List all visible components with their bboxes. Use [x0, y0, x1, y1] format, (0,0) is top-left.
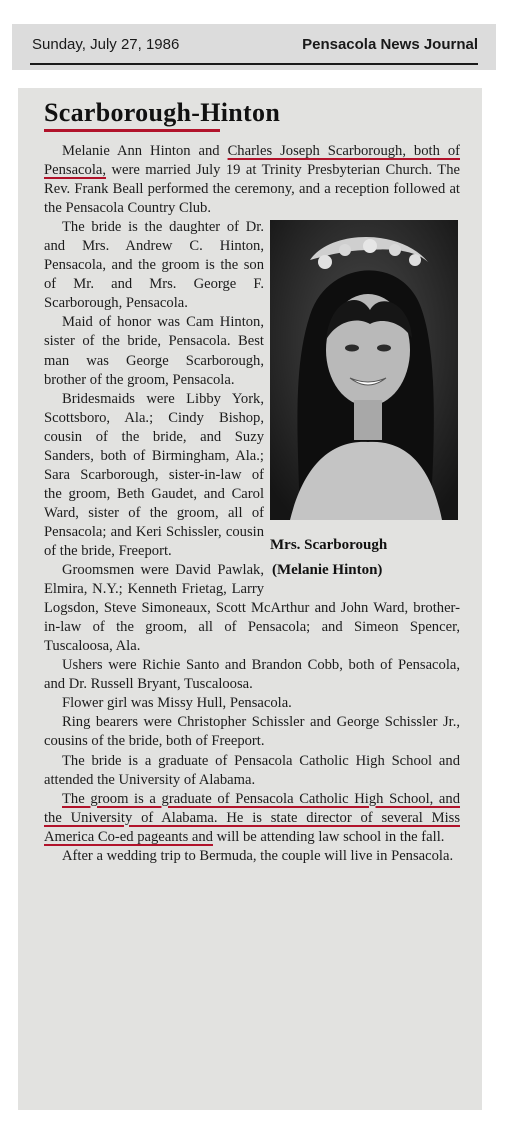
- article-paragraph: Bridesmaids were Libby York, Scottsboro, Ala.; Cindy Bishop, cousin of the bride, and Suzy Sanders, both of Birmingham, Ala.; Sara Scarborough, sister-in-law of the groom, Beth Gaudet, and Carol Ward, sister of the groom, all of Pensacola; and Keri Schissler, cousin of the bride, Freeport.: [44, 390, 264, 559]
- article-paragraph: Flower girl was Missy Hull, Pensacola.: [62, 695, 292, 712]
- bride-portrait-image: [270, 220, 458, 520]
- article-paragraph: The bride is the daughter of Dr. and Mrs. Andrew C. Hinton, Pensacola, and the groom is the son of Mr. and Mrs. George F. Scarborough, Pensacola.: [44, 219, 264, 312]
- article-paragraph: Maid of honor was Cam Hinton, sister of the bride, Pensacola. Best man was George Scarborough, brother of the groom, Pensacola.: [44, 314, 264, 388]
- article-headline: Scarborough-Hinton: [44, 98, 281, 127]
- photo-caption-maiden-name: (Melanie Hinton): [272, 562, 383, 579]
- article-paragraph: Ring bearers were Christopher Schissler and George Schissler Jr., cousins of the bride, both of Freeport.: [44, 714, 460, 750]
- article-paragraph: The bride is a graduate of Pensacola Catholic High School and attended the University of Alabama.: [44, 752, 460, 788]
- masthead-newspaper-name: Pensacola News Journal: [302, 36, 478, 53]
- article-paragraph: Groomsmen were David Pawlak, Elmira, N.Y.; Kenneth Frietag, Larry Logsdon, Steve Simoneaux, Scott McArthur and John Ward, brother-in-law of the groom, all of Pensacola; and Simeon Spencer, Tuscaloosa, Ala.: [44, 562, 460, 655]
- masthead-date: Sunday, July 27, 1986: [32, 36, 180, 53]
- bride-portrait-photo: [270, 220, 458, 520]
- headline-red-underline: [44, 129, 220, 132]
- masthead: [12, 24, 496, 70]
- article-paragraph: After a wedding trip to Bermuda, the couple will live in Pensacola.: [62, 847, 454, 864]
- highlighted-text: Charles Joseph Scarborough, both of Pensacola,: [44, 143, 460, 179]
- masthead-rule: [30, 63, 478, 65]
- bride-photo-block: [270, 220, 460, 580]
- photo-caption-name: Mrs. Scarborough: [270, 537, 388, 554]
- article-paragraph: The groom is a graduate of Pensacola Catholic High School, and the University of Alabama. He is state director of several Miss America Co-ed pageants and will be attending law school in the fall.: [44, 790, 460, 845]
- newspaper-clipping: [18, 88, 482, 1110]
- article-body: [44, 142, 460, 866]
- highlighted-text: The groom is a graduate of Pensacola Catholic High School, and the University of Alabama. He is state director of several Miss America Co-ed pageants and: [44, 790, 460, 845]
- article-paragraph: Melanie Ann Hinton and Charles Joseph Scarborough, both of Pensacola, were married July 19 at Trinity Presbyterian Church. The Rev. Frank Beall performed the ceremony, and a reception followed at the Pensacola Country Club.: [44, 143, 460, 217]
- article-paragraph: Ushers were Richie Santo and Brandon Cobb, both of Pensacola, and Dr. Russell Bryant, Tuscaloosa.: [44, 657, 460, 693]
